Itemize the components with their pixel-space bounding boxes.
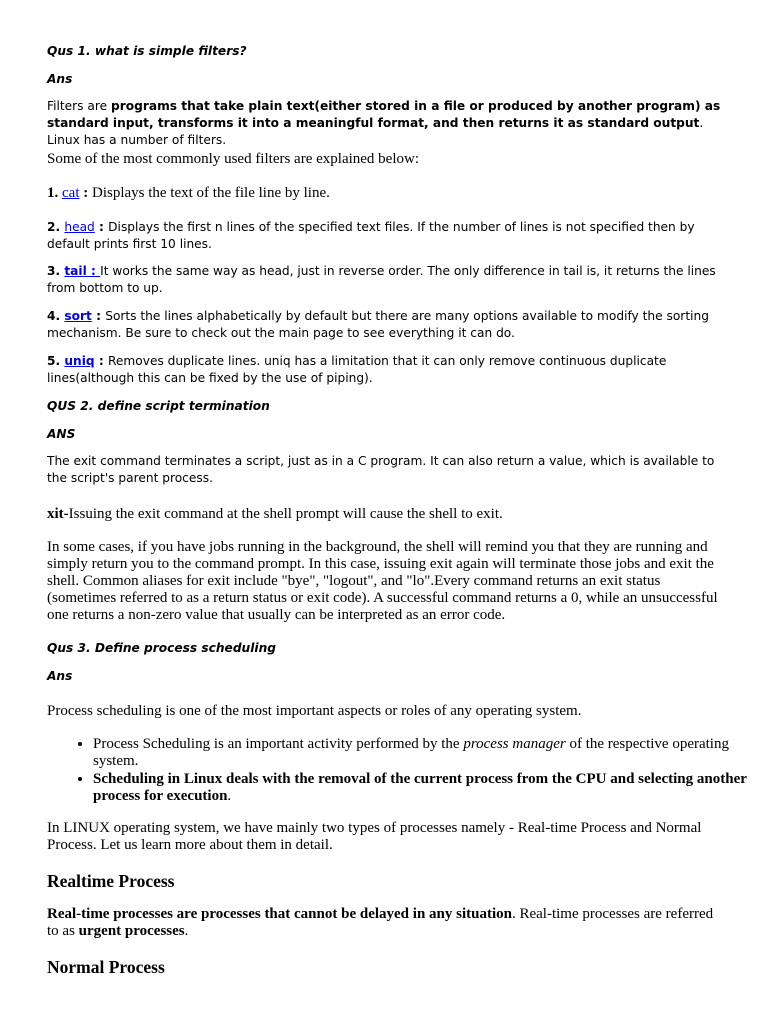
filters-intro	[47, 98, 722, 149]
bullet-bold: Scheduling in Linux deals with the removal of the current process from the CPU and selecting another process for execution	[93, 771, 747, 804]
filter-link-head[interactable]: head	[64, 220, 95, 234]
intro-prefix: Filters are	[47, 99, 111, 113]
filter-separator: :	[79, 185, 92, 201]
answer-label-1: Ans	[47, 72, 73, 86]
exit-shell-paragraph	[47, 506, 722, 523]
filter-description: Removes duplicate lines. uniq has a limitation that it can only remove continuous duplicate lines(although this can be fixed by the use of piping).	[47, 354, 667, 385]
filter-item-tail	[47, 263, 722, 297]
filter-item-uniq	[47, 353, 722, 387]
exit-term: xit-	[47, 506, 69, 522]
filter-number: 5.	[47, 354, 65, 368]
filter-link-tail[interactable]: tail :	[64, 264, 101, 278]
realtime-end: .	[184, 923, 189, 939]
filter-item-cat	[47, 185, 722, 202]
exit-status-paragraph: In some cases, if you have jobs running in the background, the shell will remind you that they are running and simply return you to the command prompt. In this case, issuing exit again will terminate those jobs and exit the shell. Common aliases for exit include "bye", "logout", and "lo".Every command returns an exit status (sometimes referred to as a return status or exit code). A successful command returns a 0, while an unsuccessful one returns a non-zero value that usually can be interpreted as an error code.	[47, 539, 718, 623]
urgent-bold: urgent processes	[78, 923, 185, 939]
realtime-bold: Real-time processes are processes that cannot be delayed in any situation	[47, 906, 512, 922]
intro-bold: programs that take plain text(either stored in a file or produced by another program) as standard input, transforms it into a meaningful format, and then returns it as standard output	[47, 99, 721, 130]
filter-description: It works the same way as head, just in reverse order. The only difference in tail is, it returns the lines from bottom to up.	[47, 264, 716, 295]
filter-separator: :	[94, 354, 108, 368]
filter-number: 1.	[47, 185, 62, 201]
realtime-text: . Real-time processes are referred to as	[47, 906, 714, 939]
exit-shell-text: Issuing the exit command at the shell prompt will cause the shell to exit.	[68, 506, 503, 522]
question-2: QUS 2. define script termination	[47, 399, 270, 413]
filter-description: Displays the text of the file line by line.	[91, 185, 330, 201]
bullet-text: of the respective operating system.	[93, 736, 729, 769]
filter-item-head	[47, 219, 722, 253]
filter-description: Sorts the lines alphabetically by default but there are many options available to modify the sorting mechanism. Be sure to check out the main page to see everything it can do.	[47, 309, 709, 340]
filter-number: 2.	[47, 220, 65, 234]
question-3: Qus 3. Define process scheduling	[47, 641, 276, 655]
answer-label-3: Ans	[47, 669, 73, 683]
question-1: Qus 1. what is simple filters?	[47, 44, 247, 58]
filter-link-sort[interactable]: sort	[64, 309, 92, 323]
filter-link-cat[interactable]: cat	[62, 185, 80, 201]
answer-label-2: ANS	[47, 427, 76, 441]
list-item	[93, 736, 768, 770]
bullet-emphasis: process manager	[463, 736, 566, 752]
filter-item-sort	[47, 308, 722, 342]
heading-normal-process: Normal Process	[47, 957, 165, 977]
filter-description: Displays the first n lines of the specified text files. If the number of lines is not specified then by default prints first 10 lines.	[47, 220, 695, 251]
filters-lead: Some of the most commonly used filters are explained below:	[47, 151, 419, 167]
realtime-paragraph	[47, 906, 722, 940]
bullet-text: Process Scheduling is an important activity performed by the	[93, 736, 464, 752]
filter-separator: :	[94, 220, 109, 234]
filter-link-uniq[interactable]: uniq	[64, 354, 95, 368]
list-item	[93, 771, 768, 805]
intro-suffix: . Linux has a number of filters.	[47, 116, 704, 147]
filter-separator: :	[91, 309, 106, 323]
scheduling-intro: Process scheduling is one of the most important aspects or roles of any operating system.	[47, 703, 582, 719]
filter-number: 4.	[47, 309, 65, 323]
bullet-text: .	[227, 788, 232, 804]
process-types-paragraph: In LINUX operating system, we have mainly two types of processes namely - Real-time Process and Normal Process. Let us learn more about them in detail.	[47, 820, 702, 853]
heading-realtime-process: Realtime Process	[47, 871, 175, 891]
filter-number: 3.	[47, 264, 65, 278]
exit-intro: The exit command terminates a script, just as in a C program. It can also return a value, which is available to the script's parent process.	[47, 454, 715, 485]
scheduling-bullets	[47, 736, 768, 805]
